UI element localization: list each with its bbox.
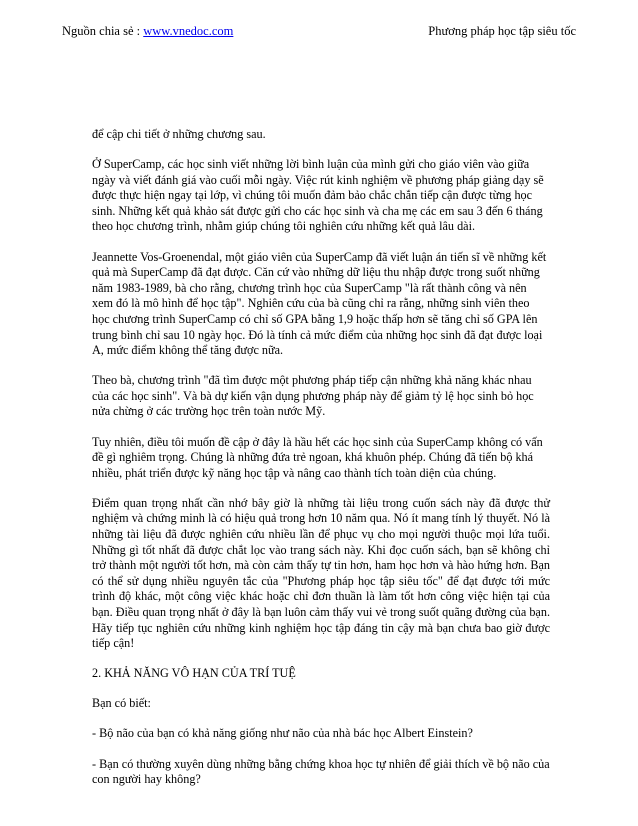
header-source xyxy=(62,24,233,39)
section-heading: 2. KHẢ NĂNG VÔ HẠN CỦA TRÍ TUỆ xyxy=(92,666,296,681)
paragraph-key-point: Điểm quan trọng nhất cần nhớ bây giờ là những tài liệu trong cuốn sách này đã được thử nghiệm và chứng minh là có hiệu quả trong hơn 10 năm qua. Nó ít mang tính lý thuyết. Nó là những tài liệu đã được nghiên cứu nhiều lần để phục vụ cho mọi người thuộc mọi lứa tuổi. Những gì tốt nhất đã được chắt lọc vào trang sách này. Khi đọc cuốn sách, bạn sẽ không chỉ trở thành một người tốt hơn, mà còn cảm thấy tự tin hơn, ham học hơn và hào hứng hơn. Bạn có thể sử dụng nhiều nguyên tắc của "Phương pháp học tập siêu tốc" để đạt được tới mức trình độ khác, một công việc khác hoặc chỉ đơn thuần là làm tốt hơn công việc hiện tại của bạn. Điều quan trọng nhất ở đây là bạn luôn cảm thấy vui vẻ trong suốt quãng đường của bạn. Hãy tiếp tục nghiên cứu những kinh nghiệm học tập đáng tin cậy mà bạn chưa bao giờ được tiếp cận! xyxy=(92,495,550,651)
paragraph-approach: Theo bà, chương trình "đã tìm được một phương pháp tiếp cận những khả năng khác nhau của các học sinh". Và bà dự kiến vận dụng phương pháp này để giảm tỷ lệ học sinh bỏ học nửa chừng ở các trường học trên toàn nước Mỹ. xyxy=(92,373,534,419)
page-header xyxy=(62,24,576,42)
paragraph-students: Tuy nhiên, điều tôi muốn đề cập ở đây là hầu hết các học sinh của SuperCamp không có vấn đề gì nghiêm trọng. Chúng là những đứa trẻ ngoan, khá khuôn phép. Chúng đã tiến bộ khá nhiều, phát triển được kỹ năng học tập và nâng cao thành tích toàn diện của chúng. xyxy=(92,434,543,480)
list-item-science: - Bạn có thường xuyên dùng những bằng chứng khoa học tự nhiên để giải thích về bộ não của con người hay không? xyxy=(92,756,550,787)
header-doc-title: Phương pháp học tập siêu tốc xyxy=(428,24,576,38)
paragraph-continuation: để cập chi tiết ở những chương sau. xyxy=(92,127,266,141)
source-label: Nguồn chia sẻ : xyxy=(62,24,144,38)
paragraph-vos-groenendal: Jeannette Vos-Groenendal, một giáo viên của SuperCamp đã viết luận án tiến sĩ về những kết quả mà SuperCamp đã đạt được. Căn cứ vào những dữ liệu thu nhập được trong suốt những năm 1983-1989, bà cho rằng, chương trình học của SuperCamp "là rất thành công và nên xem đó là mô hình để học tập". Nghiên cứu của bà cũng chỉ ra rằng, những sinh viên theo học chương trình SuperCamp có chỉ số GPA bằng 1,9 hoặc thấp hơn sẽ tăng chỉ số GPA lên trung bình chỉ sau 10 ngày học. Đó là tính cả mức điểm của những học sinh đã đạt được loại A, mức điểm không thể tăng được nữa. xyxy=(92,249,547,358)
page-body xyxy=(92,127,550,802)
source-link[interactable]: www.vnedoc.com xyxy=(143,24,234,38)
paragraph-did-you-know: Bạn có biết: xyxy=(92,696,151,711)
list-item-einstein: - Bộ não của bạn có khả năng giống như não của nhà bác học Albert Einstein? xyxy=(92,726,473,741)
paragraph-supercamp-feedback: Ở SuperCamp, các học sinh viết những lời bình luận của mình gửi cho giáo viên vào giữa ngày và viết đánh giá vào cuối mỗi ngày. Việc rút kinh nghiệm về phương pháp giảng dạy sẽ được thực hiện ngay tại lớp, vì chúng tôi muốn đảm bảo chắc chắn tiếp cận được từng học sinh. Những kết quả khảo sát được gửi cho các học sinh và cha mẹ các em sau 3 đến 6 tháng theo học chương trình, nhằm giúp chúng tôi nghiên cứu những kết quả lâu dài. xyxy=(92,157,544,234)
